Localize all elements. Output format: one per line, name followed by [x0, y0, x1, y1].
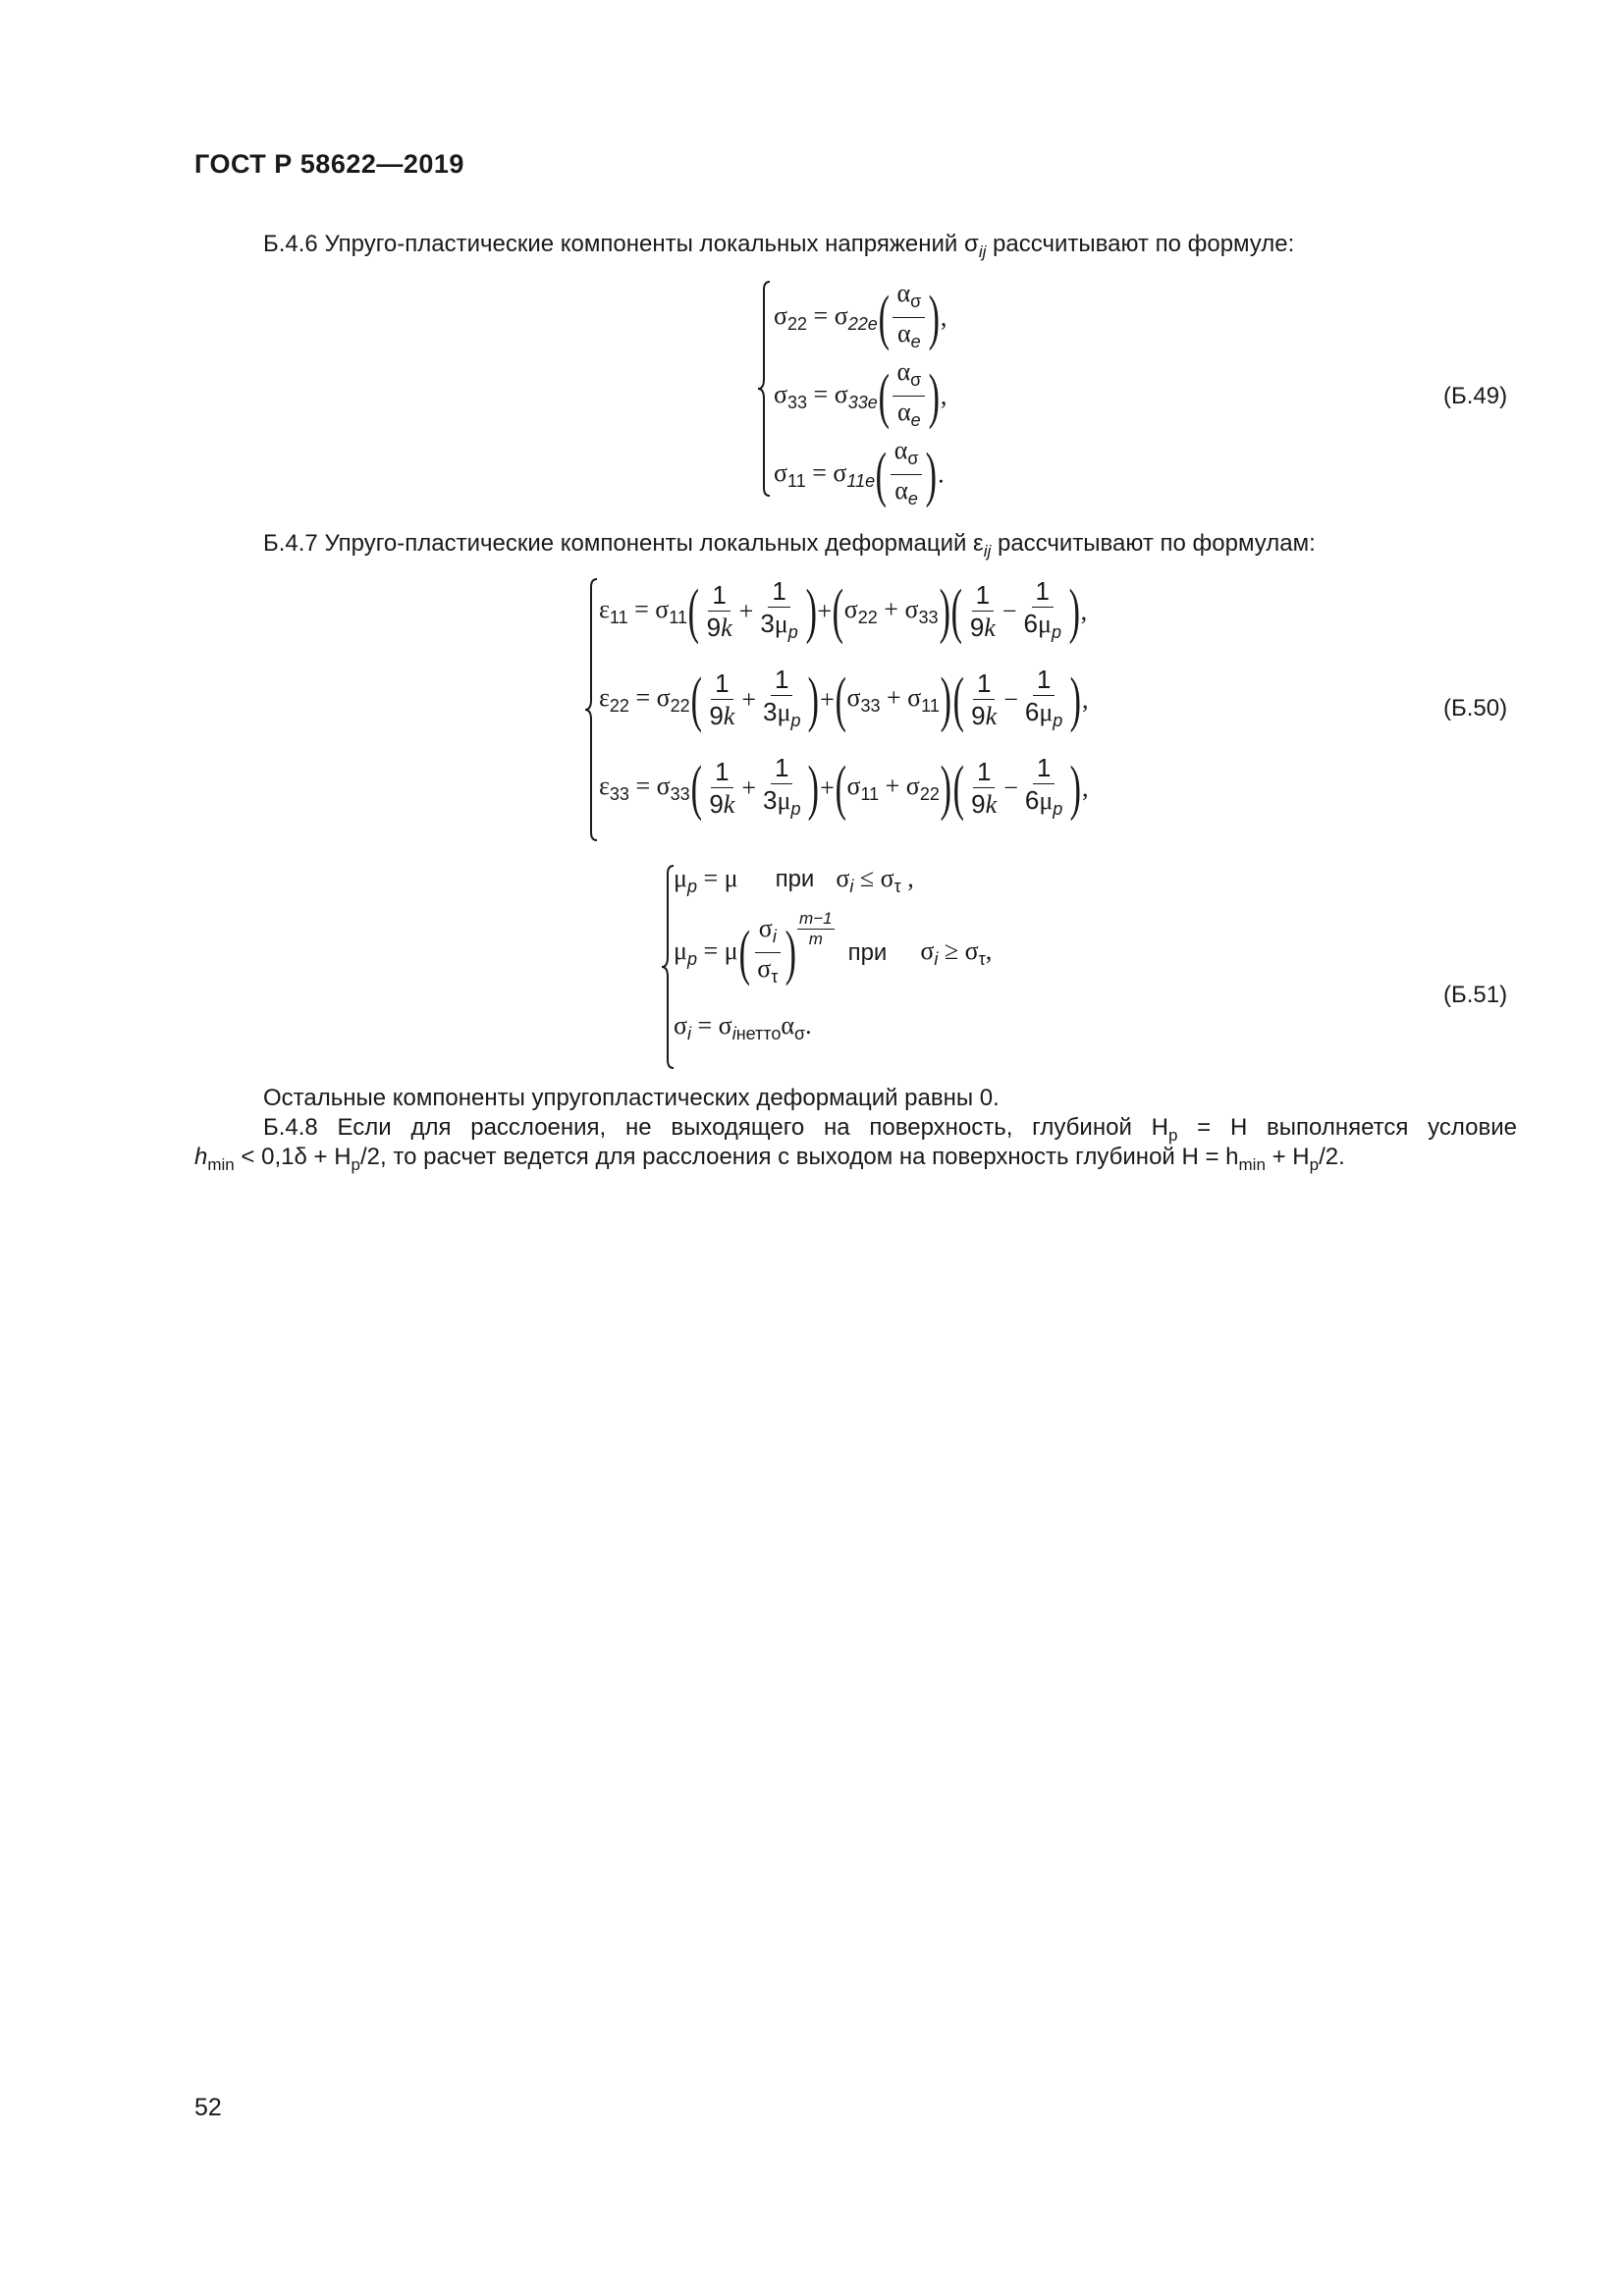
eq50-line-3: $\varepsilon_{33} = \sigma_{33}$( $\frac{1}{9k}$ + $\frac{1}{3\mu_p}$ )$+(\sigma_{11} + \sigma_{22})$( $\frac{1}{9k}$ − $\frac{1}{6\mu_p}$ ), [599, 753, 1089, 822]
paragraph-b47 [263, 528, 1316, 567]
eq49-line-3: $\sigma_{11} = \sigma_{11e}$( $\frac{\alpha_\sigma}{\alpha_e}$ ). [774, 436, 945, 508]
b48-d: + H [1265, 1144, 1310, 1170]
page-number: 52 [194, 2094, 222, 2121]
paragraph-rest: Остальные компоненты упругопластических деформаций равны 0. [263, 1085, 1000, 1111]
equation-number-b51: (Б.51) [1443, 982, 1508, 1008]
paragraph-b47-text: Б.4.7 Упруго-пластические компоненты локальных деформаций ε [263, 530, 984, 557]
paragraph-b46-text: Б.4.6 Упруго-пластические компоненты локальных напряжений σ [263, 231, 979, 257]
paragraph-b48-tail: = H выполняется условие [1177, 1114, 1517, 1141]
document-header: ГОСТ Р 58622—2019 [194, 149, 464, 179]
b48-sub2: p [351, 1154, 360, 1174]
paragraph-b46-sub: ij [978, 241, 987, 261]
paragraph-b47-sub: ij [983, 541, 992, 561]
b48-sub4: p [1309, 1154, 1320, 1174]
b48-h: h [194, 1144, 208, 1170]
paragraph-b46-tail: рассчитывают по формуле: [986, 231, 1295, 257]
equation-number-b50: (Б.50) [1443, 695, 1508, 721]
b48-sub3: min [1238, 1154, 1266, 1174]
eq50-line-2: $\varepsilon_{22} = \sigma_{22}$( $\frac{1}{9k}$ + $\frac{1}{3\mu_p}$ )$+(\sigma_{33} + \sigma_{11})$( $\frac{1}{9k}$ − $\frac{1}{6\mu_p}$ ), [599, 665, 1089, 733]
paragraph-b48-sub: p [1167, 1125, 1178, 1145]
paragraph-b47-tail: рассчитывают по формулам: [991, 530, 1316, 557]
equation-number-b49: (Б.49) [1443, 383, 1508, 409]
eq50-line-1: $\varepsilon_{11} = \sigma_{11}$( $\frac{1}{9k}$ + $\frac{1}{3\mu_p}$ )$+(\sigma_{22} + \sigma_{33})$( $\frac{1}{9k}$ − $\frac{1}{6\mu_p}$ ), [599, 576, 1088, 645]
paragraph-b48-line2 [194, 1142, 1520, 1181]
eq51-line-1: $\mu_p = \mu$ при $\sigma_i \le \sigma_\tau$ , [674, 864, 914, 896]
paragraph-b48-text: Б.4.8 Если для расслоения, не выходящего на поверхность, глубиной H [263, 1114, 1168, 1141]
paragraph-b46 [263, 229, 1294, 268]
b48-e: /2. [1319, 1144, 1345, 1170]
b48-sub1: min [207, 1154, 235, 1174]
b48-b: < 0,1δ + H [234, 1144, 352, 1170]
eq51-line-2: $\mu_p = \mu$( $\frac{\sigma_i}{\sigma_\tau}$ ) $\frac{m-1}{m}$ при $\sigma_i \ge \sigma_\tau$, [674, 909, 993, 987]
eq49-line-1: $\sigma_{22} = \sigma_{22e}$( $\frac{\alpha_\sigma}{\alpha_e}$ ), [774, 279, 947, 351]
eq49-line-2: $\sigma_{33} = \sigma_{33e}$( $\frac{\alpha_\sigma}{\alpha_e}$ ), [774, 357, 947, 430]
b48-c: /2, то расчет ведется для расслоения с выходом на поверхность глубиной H = h [360, 1144, 1239, 1170]
eq51-line-3: $\sigma_i = \sigma_{iнетто}\alpha_\sigma$. [674, 1011, 812, 1043]
